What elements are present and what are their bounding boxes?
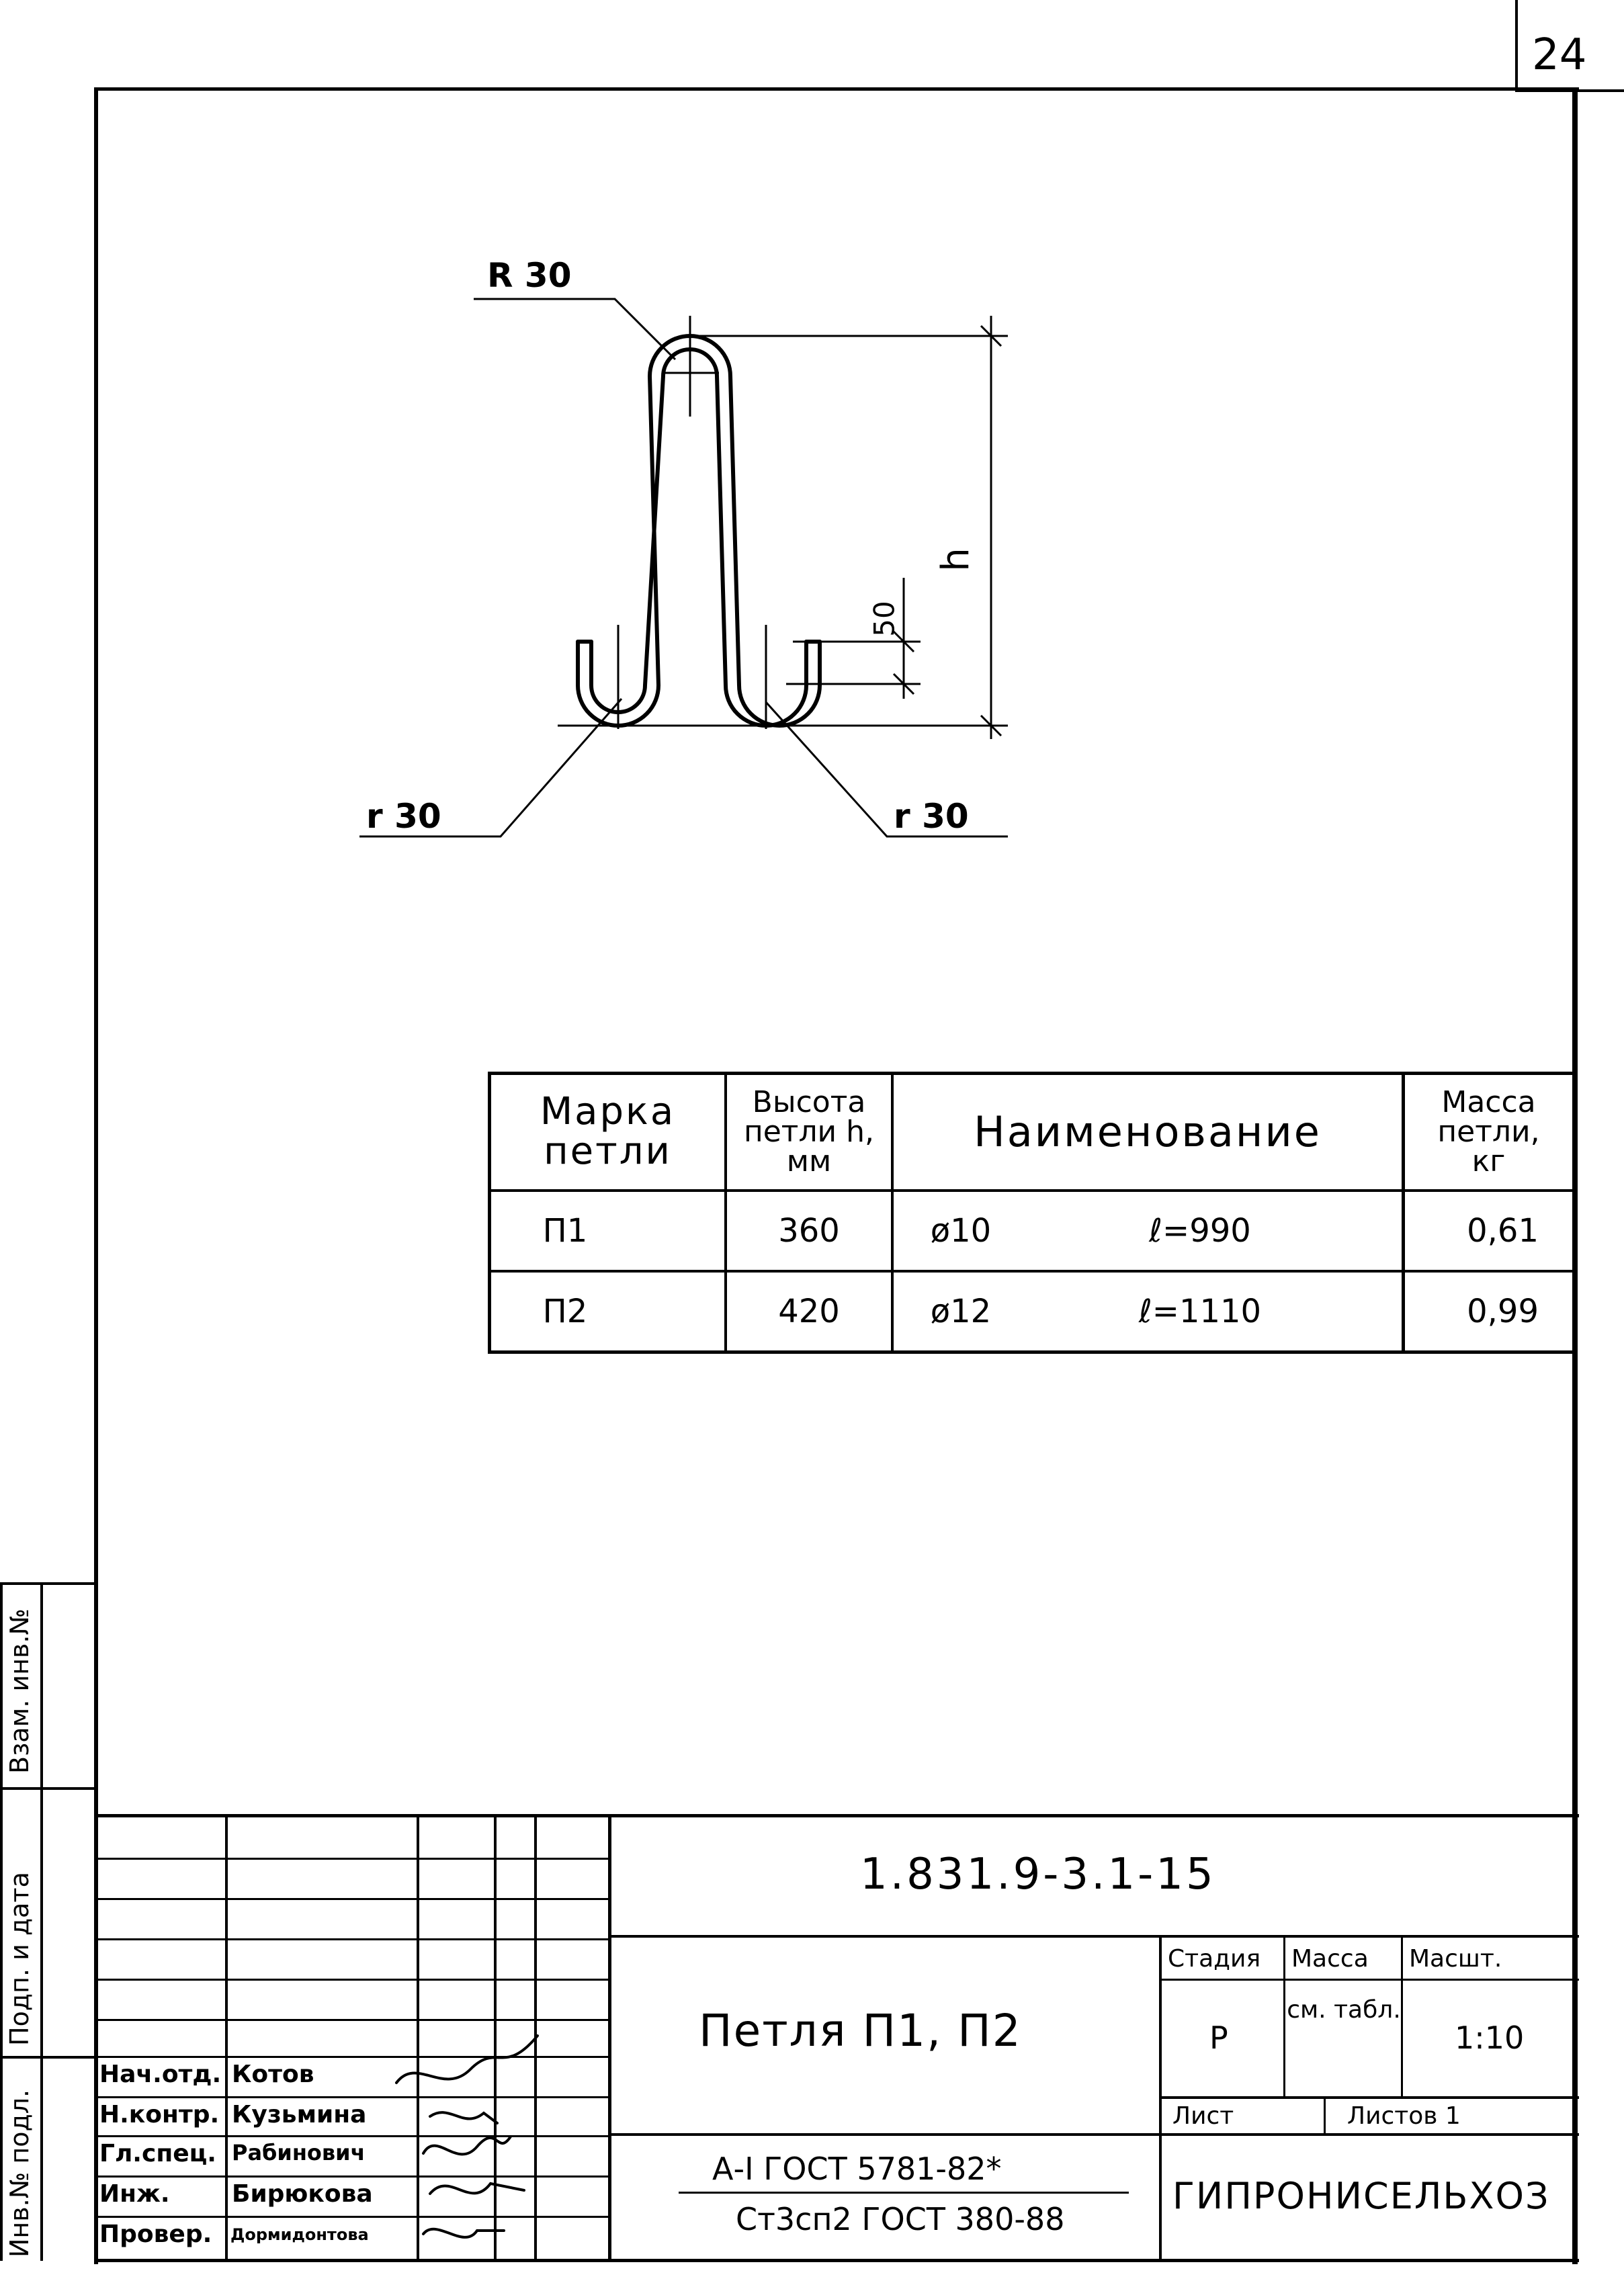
label-R30: R 30: [487, 256, 572, 295]
role-nach-otd: Нач.отд.: [99, 2061, 222, 2088]
loop-inner-contour: [591, 349, 806, 726]
material-line2: Ст3сп2 ГОСТ 380-88: [736, 2201, 1065, 2237]
name-kuzmina: Кузьмина: [232, 2101, 367, 2128]
scale-label: Масшт.: [1409, 1945, 1502, 1973]
stamp-inv-podl: Инв.№ подл.: [5, 2089, 34, 2257]
scale-value: 1:10: [1455, 2020, 1525, 2056]
row2-length: ℓ=1110: [1138, 1293, 1262, 1330]
label-h: h: [933, 548, 978, 572]
row2-diameter: ø12: [930, 1293, 992, 1330]
role-inzh: Инж.: [99, 2180, 170, 2208]
stamp-podp-data: Подп. и дата: [5, 1872, 34, 2046]
label-r30-left: r 30: [366, 797, 441, 836]
loop-outer-contour: [578, 336, 820, 726]
name-rabinovich: Рабинович: [232, 2140, 366, 2165]
row2-height: 420: [778, 1293, 840, 1330]
role-prover: Провер.: [99, 2221, 212, 2248]
sheet-number: 24: [1532, 30, 1587, 80]
header-name: Наименование: [974, 1107, 1322, 1157]
material-line1: А-I ГОСТ 5781-82*: [712, 2151, 1002, 2187]
signatures: [390, 2029, 551, 2261]
row1-mark: П1: [542, 1212, 588, 1250]
row1-length: ℓ=990: [1149, 1212, 1251, 1250]
organization: ГИПРОНИСЕЛЬХОЗ: [1172, 2175, 1550, 2217]
role-n-kontr: Н.контр.: [99, 2101, 220, 2128]
spec-table: [488, 1072, 1572, 1355]
stage-value: Р: [1209, 2020, 1228, 2056]
header-mark: Марка петли: [540, 1090, 676, 1173]
name-dormidontova: Дормидонтова: [230, 2225, 369, 2244]
leader-r-right: [766, 702, 1008, 836]
row1-height: 360: [778, 1212, 840, 1250]
row1-mass: 0,61: [1467, 1212, 1539, 1250]
stamp-vzam-inv: Взам. инв.№: [5, 1608, 34, 1774]
row2-mark: П2: [542, 1293, 588, 1330]
doc-title: Петля П1, П2: [699, 2005, 1022, 2057]
name-kotov: Котов: [232, 2061, 314, 2088]
sheets-label: Листов 1: [1347, 2102, 1461, 2130]
mass-label: Масса: [1291, 1945, 1369, 1973]
frame-bottom: [94, 2259, 1579, 2262]
row1-diameter: ø10: [930, 1212, 992, 1250]
loop-drawing: [0, 0, 1624, 873]
label-r30-right: r 30: [894, 797, 969, 836]
mass-value: см. табл.: [1287, 1996, 1401, 2024]
leader-R: [474, 299, 675, 359]
label-50: 50: [867, 601, 901, 637]
doc-code: 1.831.9-3.1-15: [860, 1850, 1216, 1899]
stage-label: Стадия: [1168, 1945, 1261, 1973]
header-mass: Масса петли, кг: [1437, 1085, 1540, 1178]
name-biryukova: Бирюкова: [232, 2180, 373, 2208]
role-gl-spec: Гл.спец.: [99, 2140, 216, 2167]
header-height: Высота петли h, мм: [743, 1085, 875, 1178]
row2-mass: 0,99: [1467, 1293, 1539, 1330]
sheet-label: Лист: [1172, 2102, 1234, 2130]
